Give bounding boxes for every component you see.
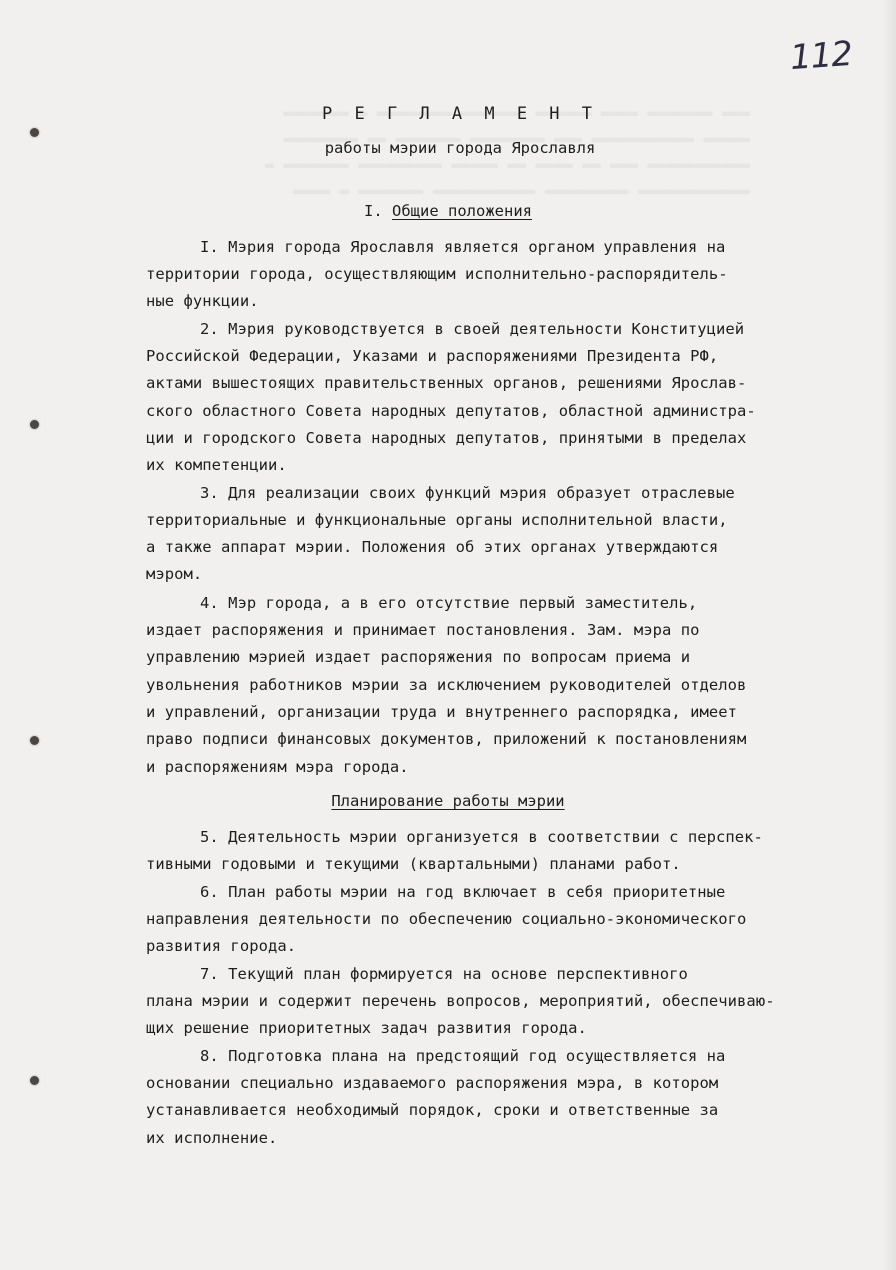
text-line: ского областного Совета народных депутатов, областной администра- [146,402,756,420]
section-2-title: Планирование работы мэрии [331,792,565,810]
text-line: территориальные и функциональные органы исполнительной власти, [146,511,728,529]
binding-hole [30,420,39,429]
text-line: 5. Деятельность мэрии организуется в соответствии с перспек- [200,828,763,846]
binding-hole [30,1076,39,1085]
text-line: Российской Федерации, Указами и распоряжениями Президента РФ, [146,347,719,365]
text-line: их исполнение. [146,1129,278,1147]
text-line: тивными годовыми и текущими (квартальными) планами работ. [146,855,681,873]
text-line: плана мэрии и содержит перечень вопросов, мероприятий, обеспечиваю- [146,992,775,1010]
text-line: 4. Мэр города, а в его отсутствие первый заместитель, [200,594,698,612]
section-1-number: I. [364,202,383,220]
text-line: увольнения работников мэрии за исключением руководителей отделов [146,676,747,694]
document-title: Р Е Г Л А М Е Н Т [322,104,598,124]
text-line: основании специально издаваемого распоряжения мэра, в котором [146,1074,719,1092]
document-subtitle: работы мэрии города Ярославля [324,139,596,157]
text-line: 2. Мэрия руководствуется в своей деятельности Конституцией [200,320,745,338]
text-line: ции и городского Совета народных депутатов, принятыми в пределах [146,429,747,447]
text-line: мэром. [146,565,203,583]
archive-sheet-number: 112 [788,33,854,79]
text-line: щих решение приоритетных задач развития города. [146,1019,587,1037]
text-line: и управлений, организации труда и внутреннего распорядка, имеет [146,703,738,721]
text-line: 7. Текущий план формируется на основе перспективного [200,965,688,983]
text-line: управлению мэрией издает распоряжения по вопросам приема и [146,648,691,666]
text-line: развития города. [146,937,297,955]
binding-hole [30,736,39,745]
text-line: 3. Для реализации своих функций мэрия образует отраслевые [200,484,735,502]
text-line: устанавливается необходимый порядок, сроки и ответственные за [146,1101,719,1119]
text-line: направления деятельности по обеспечению социально-экономического [146,910,747,928]
text-line: право подписи финансовых документов, приложений к постановлениям [146,730,747,748]
binding-hole [30,128,39,137]
text-line: ные функции. [146,292,259,310]
text-line: их компетенции. [146,456,287,474]
section-2-heading [0,792,896,810]
section-1-title: Общие положения [392,202,532,220]
text-line: и распоряжениям мэра города. [146,758,409,776]
text-line: издает распоряжения и принимает постановления. Зам. мэра по [146,621,700,639]
text-line: актами вышестоящих правительственных органов, решениями Ярослав- [146,374,747,392]
text-line: а также аппарат мэрии. Положения об этих органах утверждаются [146,538,719,556]
section-1-heading [0,202,896,220]
text-line: 6. План работы мэрии на год включает в себя приоритетные [200,883,726,901]
text-line: I. Мэрия города Ярославля является органом управления на [200,238,726,256]
text-line: территории города, осуществляющим исполнительно-распорядитель- [146,265,728,283]
text-line: 8. Подготовка плана на предстоящий год осуществляется на [200,1047,726,1065]
